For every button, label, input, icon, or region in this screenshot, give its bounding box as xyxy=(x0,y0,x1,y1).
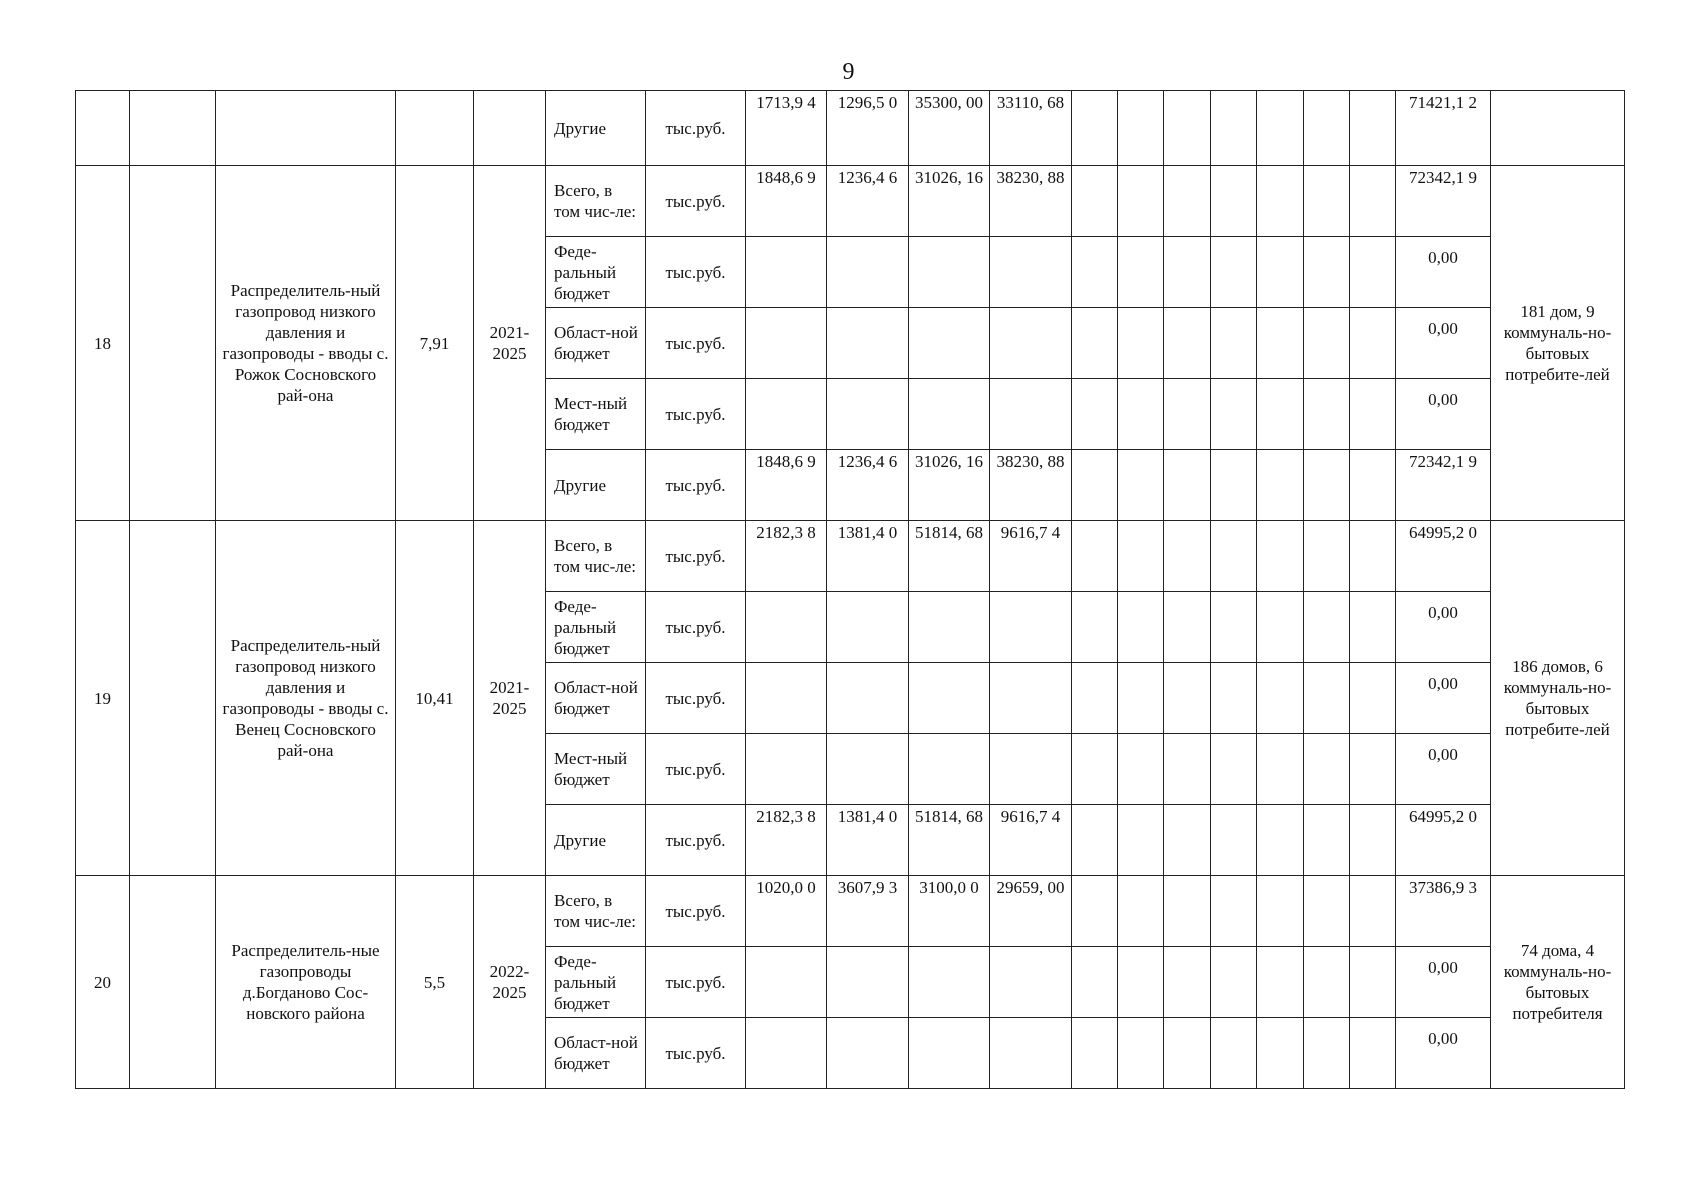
item-number: 18 xyxy=(76,166,130,521)
cell xyxy=(1257,947,1304,1018)
cell xyxy=(130,166,216,521)
cell xyxy=(1072,947,1118,1018)
total-cell: 64995,2 0 xyxy=(1396,521,1491,592)
cell xyxy=(1164,734,1211,805)
value-cell xyxy=(827,734,909,805)
page-number: 9 xyxy=(842,59,855,85)
cell xyxy=(1350,91,1396,166)
object-name: Распределитель-ные газопроводы д.Богданово Сос-новского района xyxy=(216,876,396,1089)
unit-cell: тыс.руб. xyxy=(646,166,746,237)
cell xyxy=(1211,91,1257,166)
source-cell: Всего, в том чис-ле: xyxy=(546,876,646,947)
cell xyxy=(1211,592,1257,663)
cell xyxy=(1350,876,1396,947)
value-cell: 29659, 00 xyxy=(990,876,1072,947)
cell xyxy=(1072,450,1118,521)
value-cell xyxy=(990,592,1072,663)
item-number: 19 xyxy=(76,521,130,876)
cell xyxy=(1304,450,1350,521)
funding-table xyxy=(75,90,1625,1089)
value-cell xyxy=(827,592,909,663)
cell xyxy=(1304,237,1350,308)
value-cell xyxy=(746,663,827,734)
cell xyxy=(1257,166,1304,237)
cell xyxy=(1072,805,1118,876)
cell xyxy=(1164,947,1211,1018)
item-number: 20 xyxy=(76,876,130,1089)
object-name: Распределитель-ный газопровод низкого давления и газопроводы - вводы с. Венец Сосновского рай-она xyxy=(216,521,396,876)
cell xyxy=(1350,450,1396,521)
value-cell: 31026, 16 xyxy=(909,166,990,237)
cell xyxy=(1350,663,1396,734)
result-description: 186 домов, 6 коммуналь-но-бытовых потребите-лей xyxy=(1491,521,1625,876)
value-cell: 31026, 16 xyxy=(909,450,990,521)
value-cell: 1848,6 9 xyxy=(746,166,827,237)
value-cell: 51814, 68 xyxy=(909,805,990,876)
cell xyxy=(1164,91,1211,166)
value-cell: 1020,0 0 xyxy=(746,876,827,947)
value-cell: 38230, 88 xyxy=(990,450,1072,521)
total-cell: 64995,2 0 xyxy=(1396,805,1491,876)
cell xyxy=(1164,876,1211,947)
unit-cell: тыс.руб. xyxy=(646,379,746,450)
cell xyxy=(1164,592,1211,663)
pipeline-length: 7,91 xyxy=(396,166,474,521)
result-description: 74 дома, 4 коммуналь-но-бытовых потребителя xyxy=(1491,876,1625,1089)
cell xyxy=(1257,805,1304,876)
cell xyxy=(1257,379,1304,450)
period: 2022-2025 xyxy=(474,876,546,1089)
total-cell: 0,00 xyxy=(1396,237,1491,308)
value-cell xyxy=(746,734,827,805)
cell xyxy=(1257,91,1304,166)
cell xyxy=(1118,308,1164,379)
source-cell: Феде-ральный бюджет xyxy=(546,947,646,1018)
value-cell xyxy=(990,663,1072,734)
source-cell: Мест-ный бюджет xyxy=(546,734,646,805)
cell xyxy=(1304,166,1350,237)
cell xyxy=(1304,592,1350,663)
unit-cell: тыс.руб. xyxy=(646,450,746,521)
cell xyxy=(1072,237,1118,308)
source-cell: Другие xyxy=(546,450,646,521)
value-cell xyxy=(746,1018,827,1089)
unit-cell: тыс.руб. xyxy=(646,947,746,1018)
source-cell: Феде-ральный бюджет xyxy=(546,237,646,308)
value-cell xyxy=(746,308,827,379)
object-name: Распределитель-ный газопровод низкого давления и газопроводы - вводы с. Рожок Сосновского рай-она xyxy=(216,166,396,521)
unit-cell: тыс.руб. xyxy=(646,521,746,592)
cell xyxy=(1211,237,1257,308)
source-cell: Област-ной бюджет xyxy=(546,308,646,379)
cell xyxy=(1257,1018,1304,1089)
cell xyxy=(1164,805,1211,876)
cell xyxy=(1211,166,1257,237)
source-cell: Мест-ный бюджет xyxy=(546,379,646,450)
cell xyxy=(1304,379,1350,450)
unit-cell: тыс.руб. xyxy=(646,237,746,308)
cell xyxy=(130,91,216,166)
cell xyxy=(1257,663,1304,734)
cell xyxy=(1164,521,1211,592)
cell xyxy=(1164,1018,1211,1089)
cell xyxy=(1304,308,1350,379)
value-cell: 3607,9 3 xyxy=(827,876,909,947)
cell xyxy=(1164,450,1211,521)
cell xyxy=(1211,379,1257,450)
cell xyxy=(1491,91,1625,166)
source-cell: Феде-ральный бюджет xyxy=(546,592,646,663)
value-cell xyxy=(909,237,990,308)
value-cell: 35300, 00 xyxy=(909,91,990,166)
cell xyxy=(1211,663,1257,734)
cell xyxy=(76,91,130,166)
cell xyxy=(1118,91,1164,166)
cell xyxy=(1350,1018,1396,1089)
value-cell: 3100,0 0 xyxy=(909,876,990,947)
value-cell: 38230, 88 xyxy=(990,166,1072,237)
unit-cell: тыс.руб. xyxy=(646,91,746,166)
cell xyxy=(1304,734,1350,805)
cell xyxy=(130,876,216,1089)
unit-cell: тыс.руб. xyxy=(646,663,746,734)
cell xyxy=(1257,876,1304,947)
unit-cell: тыс.руб. xyxy=(646,1018,746,1089)
cell xyxy=(130,521,216,876)
source-cell: Всего, в том чис-ле: xyxy=(546,166,646,237)
value-cell xyxy=(827,947,909,1018)
cell xyxy=(1072,91,1118,166)
cell xyxy=(1211,734,1257,805)
value-cell xyxy=(909,734,990,805)
pipeline-length: 5,5 xyxy=(396,876,474,1089)
value-cell: 1296,5 0 xyxy=(827,91,909,166)
cell xyxy=(1118,663,1164,734)
cell xyxy=(1164,237,1211,308)
source-cell: Всего, в том чис-ле: xyxy=(546,521,646,592)
value-cell: 1381,4 0 xyxy=(827,805,909,876)
value-cell xyxy=(827,237,909,308)
total-cell: 0,00 xyxy=(1396,592,1491,663)
cell xyxy=(1118,237,1164,308)
cell xyxy=(1211,521,1257,592)
value-cell xyxy=(746,947,827,1018)
cell xyxy=(474,91,546,166)
table-body xyxy=(76,91,1625,1089)
value-cell: 51814, 68 xyxy=(909,521,990,592)
value-cell: 1381,4 0 xyxy=(827,521,909,592)
cell xyxy=(1072,521,1118,592)
total-cell: 71421,1 2 xyxy=(1396,91,1491,166)
cell xyxy=(1350,734,1396,805)
cell xyxy=(1118,521,1164,592)
value-cell: 1236,4 6 xyxy=(827,166,909,237)
unit-cell: тыс.руб. xyxy=(646,592,746,663)
cell xyxy=(1118,734,1164,805)
value-cell xyxy=(990,947,1072,1018)
total-cell: 0,00 xyxy=(1396,663,1491,734)
cell xyxy=(1350,237,1396,308)
value-cell xyxy=(909,592,990,663)
value-cell: 9616,7 4 xyxy=(990,805,1072,876)
cell xyxy=(1304,1018,1350,1089)
cell xyxy=(1257,237,1304,308)
cell xyxy=(1072,1018,1118,1089)
cell xyxy=(1211,947,1257,1018)
total-cell: 0,00 xyxy=(1396,734,1491,805)
total-cell: 72342,1 9 xyxy=(1396,166,1491,237)
unit-cell: тыс.руб. xyxy=(646,308,746,379)
cell xyxy=(1072,663,1118,734)
total-cell: 0,00 xyxy=(1396,379,1491,450)
cell xyxy=(1350,805,1396,876)
table-row xyxy=(76,876,1625,947)
value-cell: 1848,6 9 xyxy=(746,450,827,521)
value-cell xyxy=(990,237,1072,308)
value-cell: 33110, 68 xyxy=(990,91,1072,166)
cell xyxy=(1304,521,1350,592)
source-cell: Другие xyxy=(546,805,646,876)
cell xyxy=(1118,947,1164,1018)
cell xyxy=(1304,805,1350,876)
value-cell xyxy=(990,1018,1072,1089)
value-cell xyxy=(827,1018,909,1089)
value-cell xyxy=(827,308,909,379)
unit-cell: тыс.руб. xyxy=(646,876,746,947)
cell xyxy=(396,91,474,166)
value-cell xyxy=(909,663,990,734)
value-cell: 2182,3 8 xyxy=(746,805,827,876)
cell xyxy=(1164,308,1211,379)
table-row xyxy=(76,166,1625,237)
cell xyxy=(1118,450,1164,521)
cell xyxy=(1211,876,1257,947)
pipeline-length: 10,41 xyxy=(396,521,474,876)
value-cell xyxy=(909,308,990,379)
cell xyxy=(1350,521,1396,592)
unit-cell: тыс.руб. xyxy=(646,734,746,805)
result-description: 181 дом, 9 коммуналь-но-бытовых потребите-лей xyxy=(1491,166,1625,521)
value-cell xyxy=(746,237,827,308)
cell xyxy=(1211,805,1257,876)
value-cell: 9616,7 4 xyxy=(990,521,1072,592)
value-cell xyxy=(990,308,1072,379)
value-cell xyxy=(909,379,990,450)
cell xyxy=(1118,876,1164,947)
source-cell: Другие xyxy=(546,91,646,166)
cell xyxy=(1211,450,1257,521)
cell xyxy=(1257,308,1304,379)
unit-cell: тыс.руб. xyxy=(646,805,746,876)
cell xyxy=(1072,876,1118,947)
cell xyxy=(1072,379,1118,450)
value-cell xyxy=(909,947,990,1018)
cell xyxy=(1072,166,1118,237)
cell xyxy=(1304,876,1350,947)
cell xyxy=(1118,1018,1164,1089)
cell xyxy=(1350,592,1396,663)
cell xyxy=(1350,308,1396,379)
value-cell xyxy=(990,734,1072,805)
period: 2021-2025 xyxy=(474,166,546,521)
value-cell: 2182,3 8 xyxy=(746,521,827,592)
cell xyxy=(1257,450,1304,521)
source-cell: Област-ной бюджет xyxy=(546,663,646,734)
total-cell: 72342,1 9 xyxy=(1396,450,1491,521)
cell xyxy=(1304,947,1350,1018)
source-cell: Област-ной бюджет xyxy=(546,1018,646,1089)
table-row xyxy=(76,91,1625,166)
cell xyxy=(1164,663,1211,734)
cell xyxy=(216,91,396,166)
value-cell xyxy=(990,379,1072,450)
cell xyxy=(1072,734,1118,805)
value-cell xyxy=(827,663,909,734)
cell xyxy=(1350,166,1396,237)
cell xyxy=(1118,592,1164,663)
total-cell: 0,00 xyxy=(1396,308,1491,379)
cell xyxy=(1164,166,1211,237)
total-cell: 37386,9 3 xyxy=(1396,876,1491,947)
cell xyxy=(1257,592,1304,663)
cell xyxy=(1304,663,1350,734)
value-cell xyxy=(909,1018,990,1089)
cell xyxy=(1304,91,1350,166)
cell xyxy=(1072,592,1118,663)
total-cell: 0,00 xyxy=(1396,947,1491,1018)
value-cell xyxy=(746,592,827,663)
cell xyxy=(1164,379,1211,450)
cell xyxy=(1257,734,1304,805)
cell xyxy=(1118,805,1164,876)
cell xyxy=(1072,308,1118,379)
cell xyxy=(1211,1018,1257,1089)
value-cell xyxy=(827,379,909,450)
cell xyxy=(1118,379,1164,450)
cell xyxy=(1350,379,1396,450)
cell xyxy=(1350,947,1396,1018)
cell xyxy=(1211,308,1257,379)
period: 2021-2025 xyxy=(474,521,546,876)
value-cell: 1236,4 6 xyxy=(827,450,909,521)
value-cell: 1713,9 4 xyxy=(746,91,827,166)
table-row xyxy=(76,521,1625,592)
cell xyxy=(1118,166,1164,237)
total-cell: 0,00 xyxy=(1396,1018,1491,1089)
cell xyxy=(1257,521,1304,592)
value-cell xyxy=(746,379,827,450)
